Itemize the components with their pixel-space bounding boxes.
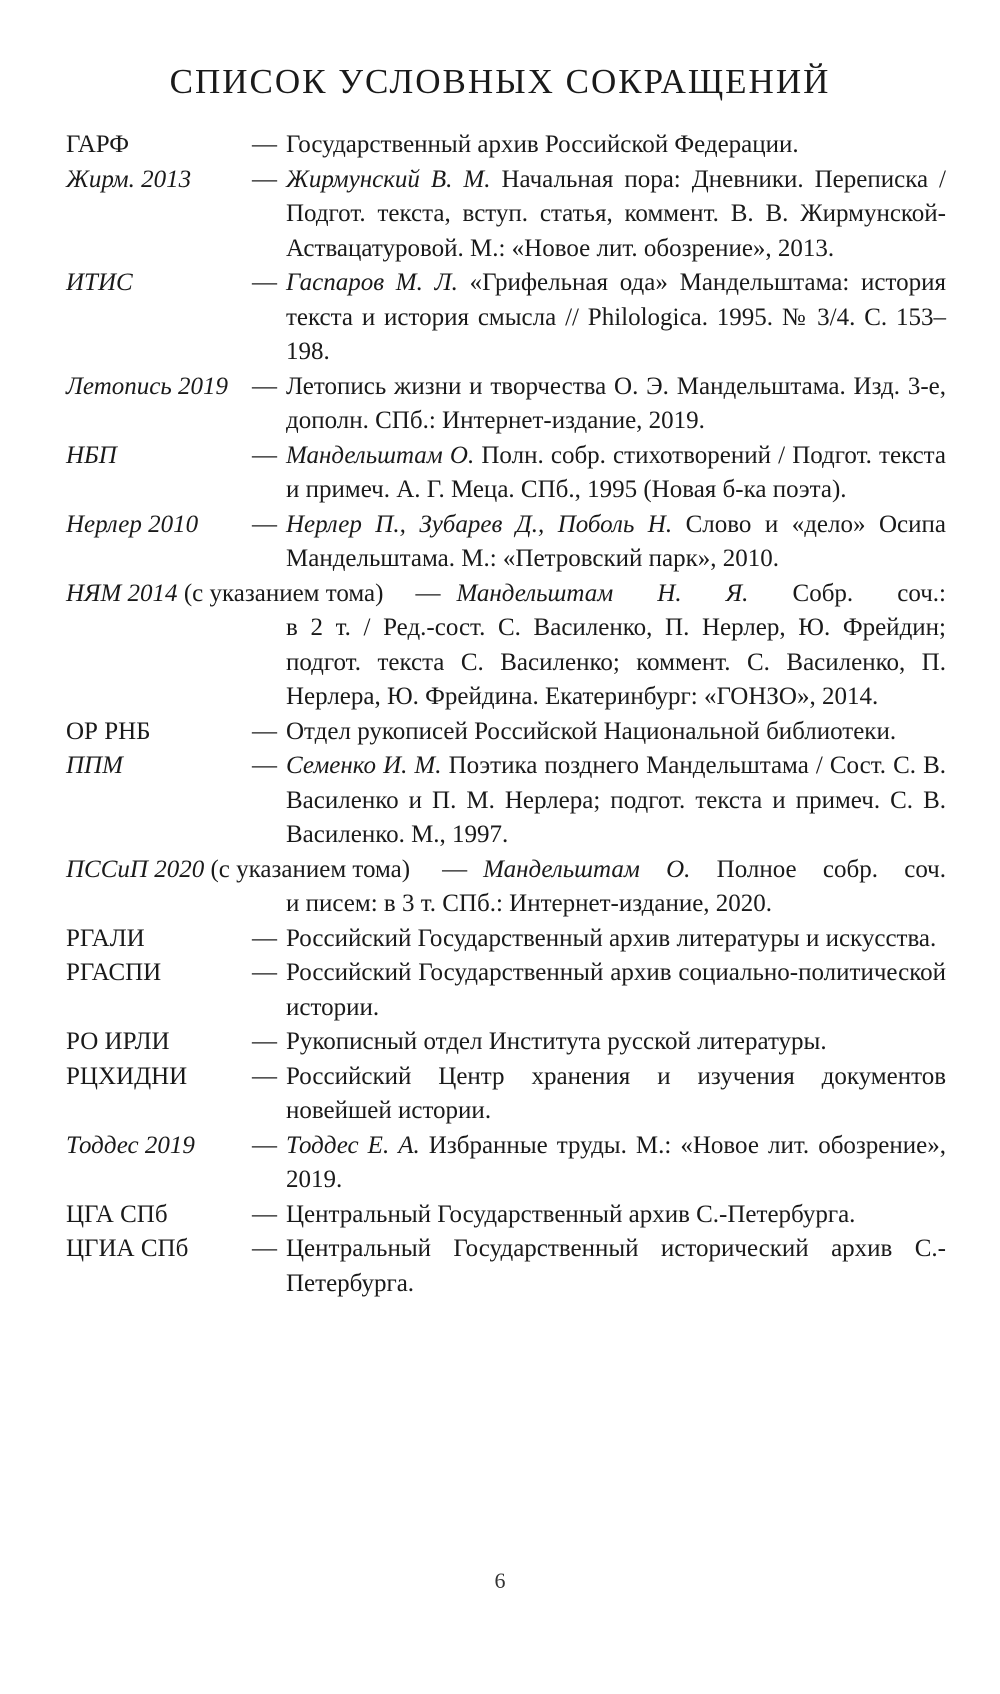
dash: — [252, 1131, 277, 1159]
list-item [66, 922, 946, 957]
abbreviation: РГАЛИ [66, 924, 145, 952]
dash: — [252, 372, 277, 400]
abbreviation: РЦХИДНИ [66, 1062, 188, 1090]
list-item [66, 266, 946, 370]
description: Мандельштам О. Полн. собр. стихотворений / Подгот. текста и примеч. А. Г. Меца. СПб., 1995 (Новая б-ка поэта). [286, 441, 946, 503]
abbreviation: ППМ [66, 752, 123, 779]
description: Центральный Государственный исторический архив С.-Петербурга. [286, 1235, 946, 1297]
dash: — [252, 752, 277, 779]
description: Центральный Государственный архив С.-Петербурга. [286, 1200, 856, 1228]
description: Рукописный отдел Института русской литературы. [286, 1028, 827, 1055]
list-item [66, 1232, 946, 1301]
description: Гаспаров М. Л. «Грифельная ода» Мандельштама: история текста и история смысла // Philologica. 1995. № 3/4. С. 153–198. [286, 269, 946, 365]
dash: — [442, 855, 468, 883]
dash: — [252, 959, 277, 986]
list-item [66, 163, 946, 267]
description: Российский Государственный архив литературы и искусства. [286, 924, 937, 952]
list-item [66, 577, 946, 715]
abbreviation: ЦГИА СПб [66, 1235, 189, 1262]
list-item [66, 1025, 946, 1060]
description: Российский Государственный архив социально-политической истории. [286, 959, 946, 1021]
abbreviation: РГАСПИ [66, 959, 162, 986]
list-item [66, 508, 946, 577]
description: Летопись жизни и творчества О. Э. Мандельштама. Изд. 3-е, дополн. СПб.: Интернет-издание, 2019. [286, 372, 946, 434]
abbreviation: Летопись 2019 [66, 372, 228, 400]
list-item [66, 1129, 946, 1198]
dash: — [252, 269, 277, 296]
description: Семенко И. М. Поэтика позднего Мандельштама / Сост. С. В. Василенко и П. М. Нерлера; подгот. текста и примеч. С. В. Василенко. М., 1997. [286, 752, 946, 848]
abbreviation: НЯМ 2014 (с указанием тома) [66, 579, 384, 607]
description: Нерлер П., Зубарев Д., Поболь Н. Слово и «дело» Осипа Мандельштама. М.: «Петровский парк», 2010. [286, 510, 946, 572]
list-item [66, 853, 946, 922]
dash: — [252, 165, 277, 193]
list-item [66, 1198, 946, 1233]
dash: — [415, 579, 441, 607]
list-item [66, 1060, 946, 1129]
list-item [66, 128, 946, 163]
dash: — [252, 717, 277, 745]
description-continued: в 2 т. / Ред.-сост. С. Василенко, П. Нерлер, Ю. Фрейдин; подгот. текста С. Василенко; коммент. С. Василенко, П. Нерлера, Ю. Фрейдина. Екатеринбург: «ГОНЗО», 2014. [286, 614, 946, 710]
abbreviation: ЦГА СПб [66, 1200, 168, 1228]
dash: — [252, 1062, 277, 1090]
description: Мандельштам Н. Я. Собр. соч.: [456, 579, 946, 607]
abbreviation: ПССиП 2020 (с указанием тома) [66, 855, 411, 883]
abbreviation-list [66, 128, 946, 1301]
abbreviation: Нерлер 2010 [66, 510, 199, 538]
page-number: 6 [494, 1568, 506, 1593]
abbreviation: ОР РНБ [66, 717, 151, 745]
abbreviation: Жирм. 2013 [66, 165, 192, 193]
description: Отдел рукописей Российской Национальной библиотеки. [286, 717, 897, 745]
abbreviation: Тоддес 2019 [66, 1131, 195, 1159]
dash: — [252, 924, 277, 952]
abbreviation: ГАРФ [66, 131, 130, 158]
list-item [66, 715, 946, 750]
description-continued: и писем: в 3 т. СПб.: Интернет-издание, 2020. [286, 890, 773, 917]
abbreviation: РО ИРЛИ [66, 1028, 170, 1055]
dash: — [252, 1200, 277, 1228]
dash: — [252, 131, 277, 158]
dash: — [252, 1235, 277, 1262]
page-title: СПИСОК УСЛОВНЫХ СОКРАЩЕНИЙ [169, 62, 831, 101]
list-item [66, 370, 946, 439]
list-item [66, 749, 946, 853]
abbreviation: ИТИС [66, 269, 133, 296]
list-item [66, 439, 946, 508]
dash: — [252, 1028, 277, 1055]
description: Мандельштам О. Полное собр. соч. [483, 855, 946, 883]
description: Жирмунский В. М. Начальная пора: Дневники. Переписка / Подгот. текста, вступ. статья, коммент. В. В. Жирмунской-Аствацатуровой. М.: «Новое лит. обозрение», 2013. [286, 165, 946, 262]
description: Государственный архив Российской Федерации. [286, 131, 799, 158]
description: Тоддес Е. А. Избранные труды. М.: «Новое лит. обозрение», 2019. [286, 1131, 946, 1193]
description: Российский Центр хранения и изучения документов новейшей истории. [286, 1062, 946, 1124]
abbreviation: НБП [66, 441, 117, 469]
dash: — [252, 510, 277, 538]
list-item [66, 956, 946, 1025]
dash: — [252, 441, 277, 469]
